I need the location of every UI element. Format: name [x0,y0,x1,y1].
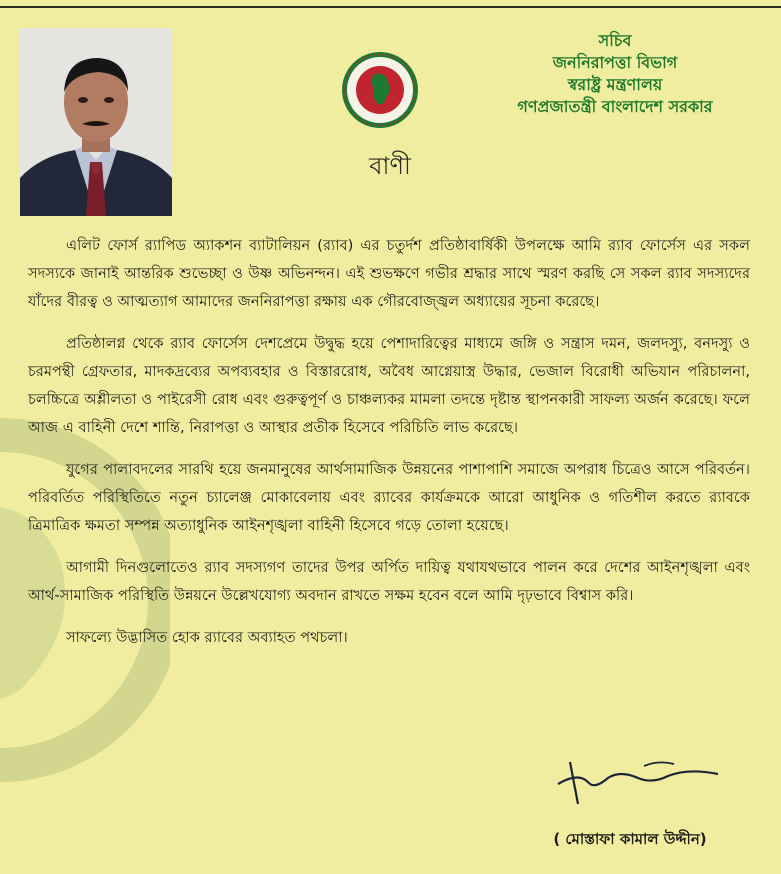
designation-block [470,30,760,118]
signature-icon [548,752,728,812]
message-body [28,232,750,652]
paragraph-1: এলিট ফোর্স র‍্যাপিড অ্যাকশন ব্যাটালিয়ন (র‍্যাব) এর চতুর্দশ প্রতিষ্ঠাবার্ষিকী উপলক্ষে আমি র‍্যাব ফোর্সেস এর সকল সদস্যকে জানাই আন্তরিক শুভেচ্ছা ও উষ্ণ অভিনন্দন। এই শুভক্ষণে গভীর শ্রদ্ধার সাথে স্মরণ করছি সে সকল র‍্যাব সদস্যদের যাঁদের বীরত্ব ও আত্মত্যাগ আমাদের জননিরাপত্তা রক্ষায় এক গৌরবোজ্জ্বল অধ্যায়ের সূচনা করেছে। [28,237,750,310]
government-seal-icon [340,44,420,134]
paragraph-2: প্রতিষ্ঠালগ্ন থেকে র‍্যাব ফোর্সেস দেশপ্রেমে উদ্বুদ্ধ হয়ে পেশাদারিত্বের মাধ্যমে জঙ্গি ও সন্ত্রাস দমন, জলদস্যু, বনদস্যু ও চরমপন্থী গ্রেফতার, মাদকদ্রব্যের অপব্যবহার ও বিস্তাররোধ, অবৈধ আগ্নেয়াস্ত্র উদ্ধার, ভেজাল বিরোধী অভিযান পরিচালনা, চলচ্চিত্রে অশ্লীলতা ও পাইরেসী রোধ এবং গুরুত্বপূর্ণ ও চাঞ্চল্যকর মামলা তদন্তে দৃষ্টান্ত স্থাপনকারী সাফল্য অর্জন করেছে। ফলে আজ এ বাহিনী দেশে শান্তি, নিরাপত্তা ও আস্থার প্রতীক হিসেবে পরিচিতি লাভ করেছে। [28,335,750,436]
top-rule [0,6,781,8]
page-title: বাণী [369,152,411,180]
designation-division: জননিরাপত্তা বিভাগ [552,53,678,72]
paragraph-4: আগামী দিনগুলোতেও র‍্যাব সদস্যগণ তাদের উপর অর্পিত দায়িত্ব যথাযথভাবে পালন করে দেশের আইনশৃঙ্খলা এবং আর্থ-সামাজিক পরিস্থিতি উন্নয়নে উল্লেখযোগ্য অবদান রাখতে সক্ষম হবেন বলে আমি দৃঢ়ভাবে বিশ্বাস করি। [28,559,750,604]
portrait-photo [20,28,172,216]
paragraph-3: যুগের পালাবদলের সারথি হয়ে জনমানুষের আর্থসামাজিক উন্নয়নের পাশাপাশি সমাজে অপরাধ চিত্রেও আসে পরিবর্তন। পরিবর্তিত পরিস্থিতিতে নতুন চ্যালেঞ্জ মোকাবেলায় এবং র‍্যাবের কার্যক্রমকে আরো আধুনিক ও গতিশীল করতে র‍্যাবকে ত্রিমাত্রিক ক্ষমতা সম্পন্ন অত্যাধুনিক আইনশৃঙ্খলা বাহিনী হিসেবে গড়ে তোলা হয়েছে। [28,461,750,534]
designation-ministry: স্বরাষ্ট্র মন্ত্রণালয় [567,75,663,94]
closing-line: সাফল্যে উদ্ভাসিত হোক র‍্যাবের অব্যাহত পথচলা। [66,629,348,646]
designation-post: সচিব [598,31,632,50]
designation-government: গণপ্রজাতন্ত্রী বাংলাদেশ সরকার [517,97,713,116]
signatory-name: ( মোস্তাফা কামাল উদ্দীন) [553,830,707,848]
